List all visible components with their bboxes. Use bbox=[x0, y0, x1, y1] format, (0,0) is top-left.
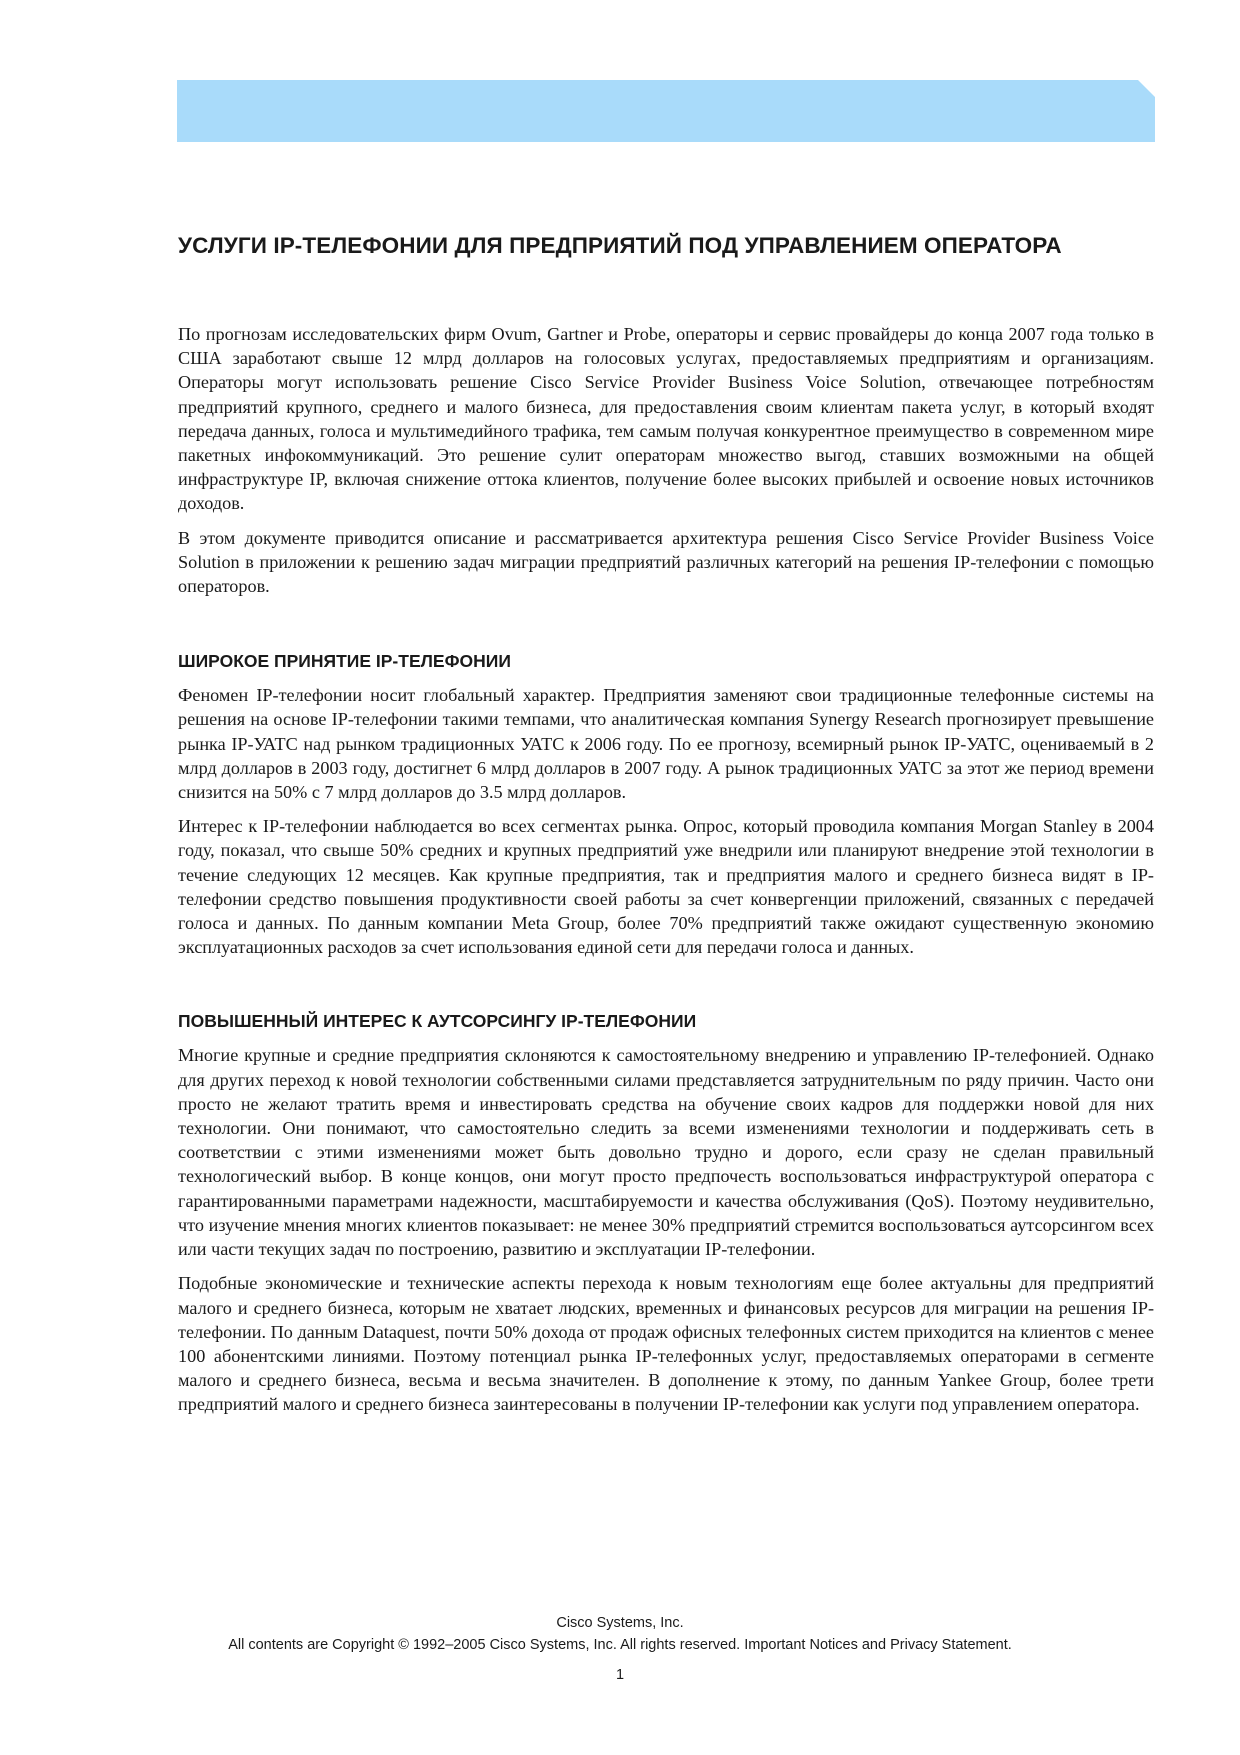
page-number: 1 bbox=[615, 1667, 625, 1683]
section-heading-outsourcing: ПОВЫШЕННЫЙ ИНТЕРЕС К АУТСОРСИНГУ IP-ТЕЛЕФОНИИ bbox=[178, 1011, 697, 1032]
section-2-paragraph-1: Многие крупные и средние предприятия склоняются к самостоятельному внедрению и управлению IP-телефонией. Однако для других переход к новой технологии собственными силами представляется затруднительным по ряду причин. Часто они просто не желают тратить время и инвестировать средства на обучение своих кадров для поддержки новой для них технологии. Они понимают, что самостоятельно следить за всеми изменениями технологии и поддерживать сеть в соответствии с этими изменениями может быть довольно трудно и дорого, если сразу не сделан правильный технологический выбор. В конце концов, они могут просто предпочесть воспользоваться инфраструктурой оператора с гарантированными параметрами надежности, масштабируемости и качества обслуживания (QoS). Поэтому неудивительно, что изучение мнения многих клиентов показывает: не менее 30% предприятий стремится воспользоваться аутсорсингом всех или части текущих задач по построению, развитию и эксплуатации IP-телефонии. bbox=[178, 1045, 1154, 1260]
footer-company: Cisco Systems, Inc. bbox=[556, 1615, 684, 1631]
footer-copyright: All contents are Copyright © 1992–2005 Cisco Systems, Inc. All rights reserved. Important Notices and Privacy Statement. bbox=[228, 1637, 1012, 1653]
section-heading-adoption: ШИРОКОЕ ПРИНЯТИЕ IP-ТЕЛЕФОНИИ bbox=[178, 651, 511, 672]
intro-paragraph-1: По прогнозам исследовательских фирм Ovum, Gartner и Probe, операторы и сервис провайдеры до конца 2007 года только в США заработают свыше 12 млрд долларов на голосовых услугах, предоставляемых предприятиям и организациям. Операторы могут использовать решение Cisco Service Provider Business Voice Solution, отвечающее потребностям предприятий крупного, среднего и малого бизнеса, для предоставления своим клиентам пакета услуг, в который входят передача данных, голоса и мультимедийного трафика, тем самым получая конкурентное преимущество в современном мире пакетных инфокоммуникаций. Это решение сулит операторам множество выгод, ставших возможными на общей инфраструктуре IP, включая снижение оттока клиентов, получение более высоких прибылей и освоение новых источников доходов. bbox=[178, 324, 1154, 514]
document-body bbox=[178, 231, 1154, 1417]
section-2-paragraph-2: Подобные экономические и технические аспекты перехода к новым технологиям еще более актуальны для предприятий малого и среднего бизнеса, которым не хватает людских, временных и финансовых ресурсов для миграции на решения IP-телефонии. По данным Dataquest, почти 50% дохода от продаж офисных телефонных систем приходится на клиентов с менее 100 абонентскими линиями. Поэтому потенциал рынка IP-телефонных услуг, предоставляемых операторами в сегменте малого и среднего бизнеса, весьма и весьма значителен. В дополнение к этому, по данным Yankee Group, более трети предприятий малого и среднего бизнеса заинтересованы в получении IP-телефонии как услуги под управлением оператора. bbox=[178, 1273, 1154, 1415]
header-banner bbox=[177, 80, 1155, 142]
section-1-paragraph-2: Интерес к IP-телефонии наблюдается во всех сегментах рынка. Опрос, который проводила компания Morgan Stanley в 2004 году, показал, что свыше 50% средних и крупных предприятий уже внедрили или планируют внедрение этой технологии в течение следующих 12 месяцев. Как крупные предприятия, так и предприятия малого и среднего бизнеса видят в IP-телефонии средство повышения продуктивности своей работы за счет конвергенции приложений, связанных с передачей голоса и данных. По данным компании Meta Group, более 70% предприятий также ожидают существенную экономию эксплуатационных расходов за счет использования единой сети для передачи голоса и данных. bbox=[178, 816, 1154, 958]
banner-folded-corner bbox=[1138, 80, 1155, 97]
section-1-paragraph-1: Феномен IP-телефонии носит глобальный характер. Предприятия заменяют свои традиционные телефонные системы на решения на основе IP-телефонии такими темпами, что аналитическая компания Synergy Research прогнозирует превышение рынка IP-УАТС над рынком традиционных УАТС к 2006 году. По ее прогнозу, всемирный рынок IP-УАТС, оцениваемый в 2 млрд долларов в 2003 году, достигнет 6 млрд долларов в 2007 году. А рынок традиционных УАТС за этот же период времени снизится на 50% с 7 млрд долларов до 3.5 млрд долларов. bbox=[178, 685, 1154, 803]
intro-paragraph-2: В этом документе приводится описание и рассматривается архитектура решения Cisco Service Provider Business Voice Solution в приложении к решению задач миграции предприятий различных категорий на решения IP-телефонии с помощью операторов. bbox=[178, 527, 1154, 597]
document-title: УСЛУГИ IP-ТЕЛЕФОНИИ ДЛЯ ПРЕДПРИЯТИЙ ПОД УПРАВЛЕНИЕМ ОПЕРАТОРА bbox=[178, 233, 1062, 258]
